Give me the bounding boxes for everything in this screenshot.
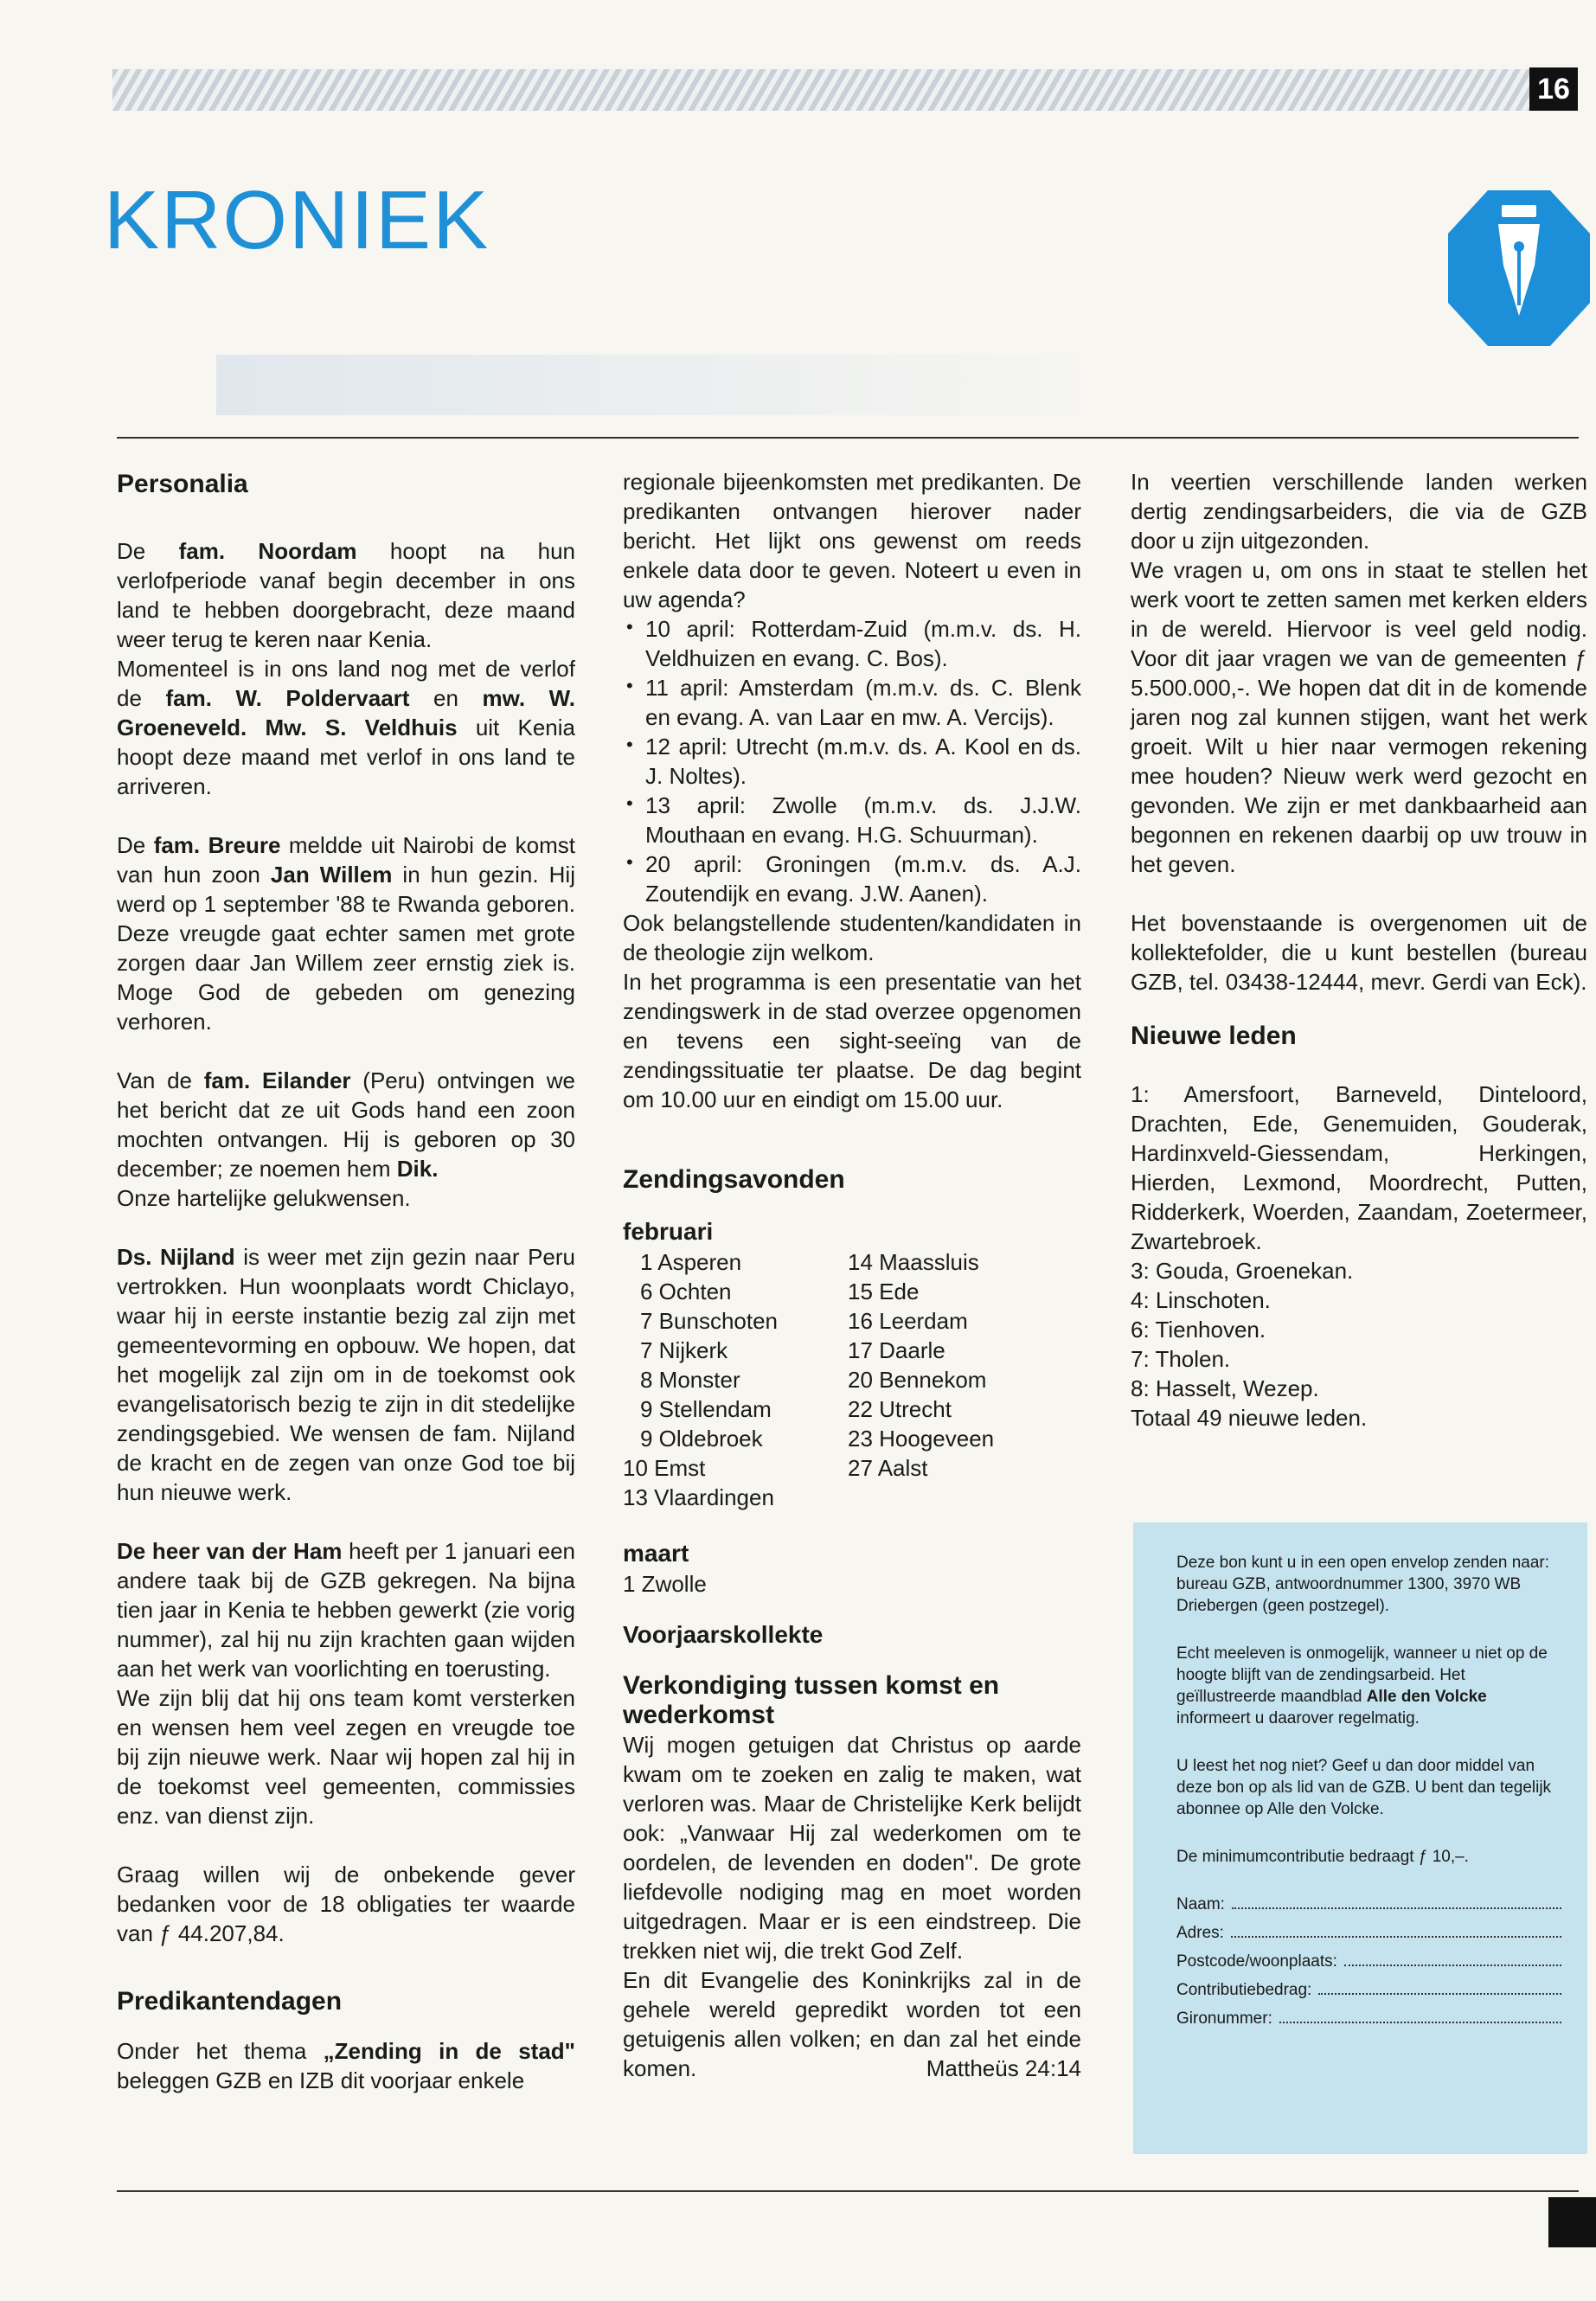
column-2 (623, 467, 1081, 2083)
name-field[interactable] (1176, 1894, 1561, 1922)
list-item: 9 Oldebroek (640, 1426, 763, 1452)
list-item: 17 Daarle (848, 1337, 945, 1363)
list-item: 9 Stellendam (640, 1396, 772, 1422)
page-number: 16 (1529, 67, 1578, 111)
paragraph: Ook belangstellende studenten/kandidaten in de theologie zijn welkom. (623, 910, 1081, 965)
address-field[interactable] (1176, 1922, 1561, 1951)
coupon-text: Echt meeleven is onmogelijk, wanneer u niet op de hoogte blijft van de zendingsarbeid. Het geïllustreerde maandblad Alle den Volcke informeert u daarover regelmatig. (1176, 1644, 1548, 1727)
dotted-line (1232, 1894, 1561, 1909)
paragraph: En dit Evangelie des Koninkrijks zal in de gehele wereld gepredikt worden tot een getuigenis allen volken; en dan zal het einde komen. Mattheüs 24:14 (623, 1967, 1081, 2081)
list-item: 1 Zwolle (623, 1571, 707, 1597)
paragraph: Van de fam. Eilander (Peru) ontvingen we het bericht dat ze uit Gods hand een zoon mochten ontvangen. Hij is geboren op 30 december; ze noemen hem Dik. (117, 1067, 576, 1182)
dotted-line (1279, 2008, 1561, 2023)
giro-field[interactable] (1176, 2008, 1561, 2036)
list-item: 13 Vlaardingen (623, 1484, 774, 1510)
heading-verkondiging: Verkondiging tussen komst en wederkomst (623, 1671, 1000, 1729)
paragraph: We zijn blij dat hij ons team komt versterken en wensen hem veel zegen en vreugde toe bij zijn nieuwe werk. Naar wij hopen zal hij in de toekomst veel gemeenten, commissies enz. van dienst zijn. (117, 1685, 575, 1829)
paragraph: Wij mogen getuigen dat Christus op aarde kwam om te zoeken en zalig te maken, wat verloren was. Maar de Christelijke Kerk belijdt ook: „Vanwaar Hij zal wederkomen om te oordelen, de levenden en doden". De grote liefdevolle nodiging mag en moet worden uitgedragen. Maar er is een eindstreep. Die trekken niet wij, die trekt God Zelf. (623, 1732, 1081, 1964)
pen-nib-icon (1445, 186, 1593, 350)
dotted-line (1344, 1951, 1561, 1966)
membership-coupon (1133, 1522, 1587, 2154)
list-item: 8 Monster (640, 1367, 740, 1393)
column-3 (1131, 467, 1587, 1433)
list-item: • 13 april: Zwolle (m.m.v. ds. J.J.W. Mouthaan en evang. H.G. Schuurman). (623, 791, 1081, 849)
page-title: KRONIEK (104, 174, 490, 266)
coupon-minimum: De minimumcontributie bedraagt ƒ 10,–. (1176, 1848, 1469, 1866)
field-label: Gironummer: (1176, 2009, 1272, 2028)
list-item: 1 Asperen (640, 1249, 742, 1275)
list-item: • 12 april: Utrecht (m.m.v. ds. A. Kool en ds. J. Noltes). (623, 732, 1081, 791)
paragraph: De fam. Breure meldde uit Nairobi de komst van hun zoon Jan Willem in hun gezin. Hij werd op 1 september '88 te Rwanda geboren. Deze vreugde gaat echter samen met grote zorgen daar Jan Willem zeer ernstig ziek is. Moge God de gebeden om genezing verhoren. (117, 832, 576, 1035)
list-item: • 11 april: Amsterdam (m.m.v. ds. C. Blenk en evang. A. van Laar en mw. A. Vercijs). (623, 673, 1081, 732)
heading-personalia: Personalia (117, 470, 248, 498)
contribution-field[interactable] (1176, 1979, 1561, 2008)
heading-nieuwe-leden: Nieuwe leden (1131, 1022, 1297, 1050)
coupon-form (1176, 1894, 1561, 2036)
list-item: 20 Bennekom (848, 1367, 987, 1393)
bottom-divider (117, 2190, 1579, 2192)
list-item: • 20 april: Groningen (m.m.v. ds. A.J. Zoutendijk en evang. J.W. Aanen). (623, 849, 1081, 908)
paragraph: Onze hartelijke gelukwensen. (117, 1185, 411, 1211)
paragraph: In veertien verschillende landen werken dertig zendingsarbeiders, die via de GZB door u zijn uitgezonden. (1131, 469, 1587, 554)
paragraph: We vragen u, om ons in staat te stellen het werk voort te zetten samen met kerken elders in de wereld. Hiervoor is veel geld nodig. Voor dit jaar vragen we van de gemeenten ƒ 5.500.000,-. We hopen dat dit in de komende jaren nog zal kunnen stijgen, want het werk groeit. Wilt u hier naar vermogen rekening mee houden? Nieuw werk werd gezocht en gevonden. We zijn er met dankbaarheid aan begonnen en rekenen daarbij op uw trouw in het geven. (1131, 557, 1587, 877)
month-heading-maart: maart (623, 1540, 689, 1567)
members-line: 7: Tholen. (1131, 1346, 1231, 1372)
paragraph: De heer van der Ham heeft per 1 januari een andere taak bij de GZB gekregen. Na bijna tien jaar in Kenia te hebben gewerkt (zie vorig nummer), zal hij nu zijn krachten gaan wijden aan het werk van voorlichting en toerusting. (117, 1538, 575, 1682)
list-item: 22 Utrecht (848, 1396, 952, 1422)
list-item: 15 Ede (848, 1279, 920, 1304)
field-label: Contributiebedrag: (1176, 1981, 1312, 1999)
heading-zendingsavonden: Zendingsavonden (623, 1165, 845, 1194)
bible-reference: Mattheüs 24:14 (926, 2055, 1081, 2081)
dotted-line (1231, 1922, 1561, 1938)
members-line: 3: Gouda, Groenekan. (1131, 1258, 1354, 1284)
members-line: 4: Linschoten. (1131, 1287, 1271, 1313)
february-dates (623, 1247, 1081, 1512)
heading-voorjaarskollekte: Voorjaarskollekte (623, 1621, 824, 1648)
top-divider (117, 437, 1579, 439)
dotted-line (1318, 1979, 1561, 1995)
coupon-address: Deze bon kunt u in een open envelop zenden naar: bureau GZB, antwoordnummer 1300, 3970 WB Driebergen (geen postzegel). (1176, 1554, 1549, 1615)
column-1 (117, 467, 575, 2095)
members-line: 1: Amersfoort, Barneveld, Dinteloord, Drachten, Ede, Genemuiden, Gouderak, Hardinxveld-Giessendam, Herkingen, Hierden, Lexmond, Moordrecht, Putten, Ridderkerk, Woerden, Zaandam, Zoetermeer, Zwartebroek. (1131, 1081, 1587, 1254)
paragraph: In het programma is een presentatie van het zendingswerk in de stad overzee opgenomen en tevens een sight-seeïng van de zendingssituatie ter plaatse. De dag begint om 10.00 uur en eindigt om 15.00 uur. (623, 969, 1081, 1112)
members-line: 8: Hasselt, Wezep. (1131, 1375, 1319, 1401)
list-item: 10 Emst (623, 1455, 706, 1481)
field-label: Adres: (1176, 1924, 1224, 1942)
list-item: 23 Hoogeveen (848, 1426, 995, 1452)
members-line: 6: Tienhoven. (1131, 1317, 1266, 1343)
paragraph: regionale bijeenkomsten met predikanten. De predikanten ontvangen hierover nader bericht. Het lijkt ons gewenst om reeds enkele data door te geven. Noteert u even in uw agenda? (623, 469, 1081, 612)
field-label: Postcode/woonplaats: (1176, 1952, 1337, 1971)
paragraph: Momenteel is in ons land nog met de verlof de fam. W. Poldervaart en mw. W. Groeneveld. Mw. S. Veldhuis uit Kenia hoopt deze maand met verlof in ons land te arriveren. (117, 656, 576, 799)
list-item: 7 Bunschoten (640, 1308, 779, 1334)
list-item: 6 Ochten (640, 1279, 732, 1304)
paragraph: Ds. Nijland is weer met zijn gezin naar Peru vertrokken. Hun woonplaats wordt Chiclayo, waar hij in eerste instantie bezig zal zijn met gemeentevorming en opbouw. We hopen, dat het mogelijk zal zijn om in de toekomst ook evangelisatorisch bezig te zijn in dit stedelijke zendingsgebied. We wensen de fam. Nijland de kracht en de zegen van onze God toe bij hun nieuwe werk. (117, 1244, 575, 1505)
corner-block (1548, 2197, 1596, 2247)
paragraph: De fam. Noordam hoopt na hun verlofperiode vanaf begin december in ons land te hebben doorgebracht, deze maand weer terug te keren naar Kenia. (117, 538, 575, 652)
members-total: Totaal 49 nieuwe leden. (1131, 1405, 1368, 1431)
list-item: 14 Maassluis (848, 1249, 979, 1275)
month-heading-februari: februari (623, 1218, 714, 1245)
paragraph: Het bovenstaande is overgenomen uit de kollektefolder, die u kunt bestellen (bureau GZB, tel. 03438-12444, mevr. Gerdi van Eck). (1131, 910, 1587, 995)
postcode-field[interactable] (1176, 1951, 1561, 1979)
field-label: Naam: (1176, 1895, 1225, 1913)
paragraph: Graag willen wij de onbekende gever bedanken voor de 18 obligaties ter waarde van ƒ 44.207,84. (117, 1862, 575, 1946)
paragraph: Onder het thema „Zending in de stad" beleggen GZB en IZB dit voorjaar enkele (117, 2038, 575, 2093)
list-item: 7 Nijkerk (640, 1337, 728, 1363)
list-item: • 10 april: Rotterdam-Zuid (m.m.v. ds. H. Veldhuizen en evang. C. Bos). (623, 614, 1081, 673)
list-item: 27 Aalst (848, 1455, 928, 1481)
list-item: 16 Leerdam (848, 1308, 968, 1334)
date-list (623, 614, 1081, 908)
faded-subtitle-band (216, 355, 1081, 415)
header-stripe-bar (112, 69, 1542, 111)
heading-predikantendagen: Predikantendagen (117, 1987, 343, 2016)
coupon-text: U leest het nog niet? Geef u dan door middel van deze bon op als lid van de GZB. U bent dan tegelijk abonnee op Alle den Volcke. (1176, 1757, 1552, 1818)
